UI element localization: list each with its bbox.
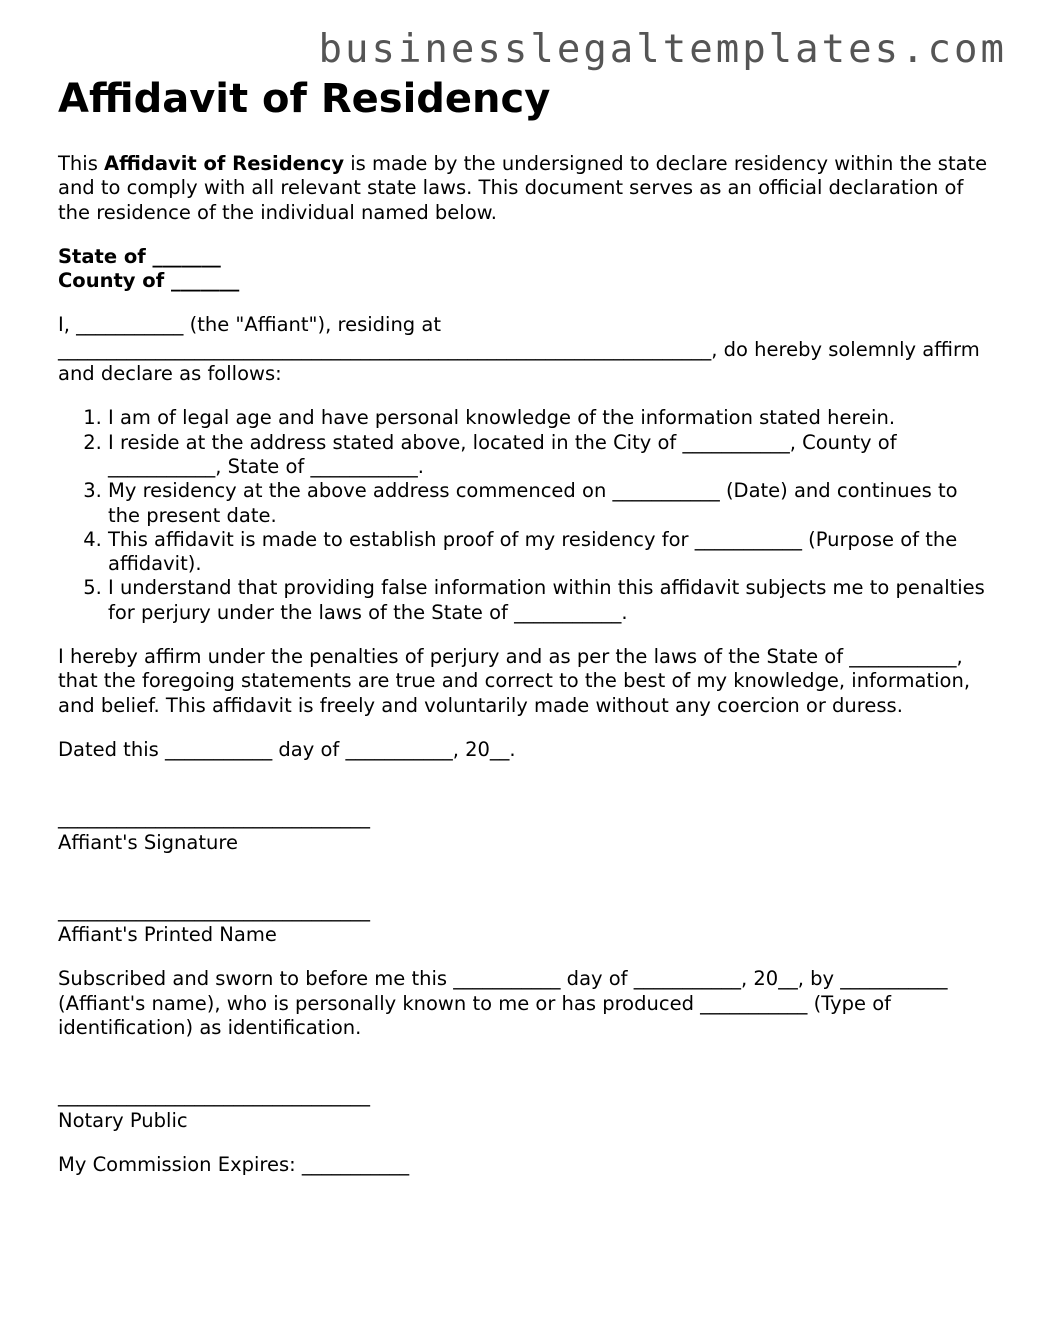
declaration-item-4: 4. This affidavit is made to establish proof of my residency for ___________ (Purpose of the affidavit). (108, 528, 988, 577)
affiant-statement: I, ___________ (the "Affiant"), residing at ___________________________________________________________________, do hereby solemnly affirm and declare as follows: (58, 313, 980, 386)
printed-name-line: ________________________________ (58, 898, 370, 922)
commission-expires: My Commission Expires: ___________ (58, 1152, 410, 1176)
intro-prefix: This (58, 152, 105, 175)
affirmation-paragraph: I hereby affirm under the penalties of perjury and as per the laws of the State of ___________, that the foregoing statements are true and correct to the best of my knowledge, information, and belief. This affidavit is freely and voluntarily made without any coercion or duress. (58, 645, 971, 717)
printed-name-label: Affiant's Printed Name (58, 923, 277, 947)
printed-name-block (58, 899, 988, 948)
declaration-item-3: 3. My residency at the above address commenced on ___________ (Date) and continues to the present date. (108, 479, 988, 528)
document-title: Affidavit of Residency (58, 76, 551, 122)
signature-line: ________________________________ (58, 806, 370, 830)
notary-block (58, 1084, 988, 1133)
intro-suffix: is made by the undersigned to declare residency within the state and to comply with all relevant state laws. This document serves as an official declaration of the residence of the individual named below. (58, 152, 988, 224)
venue-county: County of _______ (58, 269, 240, 293)
declaration-item-2: 2. I reside at the address stated above, located in the City of ___________, County of ___________, State of ___________. (108, 431, 988, 480)
notary-statement: Subscribed and sworn to before me this ___________ day of ___________, 20__, by ___________ (Affiant's name), who is personally known to me or has produced ___________ (Type of identification) as identification. (58, 967, 948, 1040)
dated-line: Dated this ___________ day of ___________, 20__. (58, 737, 516, 761)
signature-block (58, 806, 988, 855)
declaration-item-5: 5. I understand that providing false information within this affidavit subjects me to penalties for perjury under the laws of the State of ___________. (108, 576, 988, 625)
watermark: businesslegaltemplates.com (318, 27, 1007, 72)
venue-state: State of _______ (58, 244, 221, 268)
venue-block (58, 245, 988, 294)
intro-paragraph (58, 152, 988, 225)
signature-label: Affiant's Signature (58, 830, 238, 854)
document-body (58, 72, 988, 1197)
notary-line: ________________________________ (58, 1084, 370, 1108)
declaration-list (58, 406, 988, 625)
intro-bold-title: Affidavit of Residency (104, 152, 345, 175)
notary-label: Notary Public (58, 1108, 188, 1132)
declaration-item-1: 1. I am of legal age and have personal knowledge of the information stated herein. (108, 406, 988, 430)
